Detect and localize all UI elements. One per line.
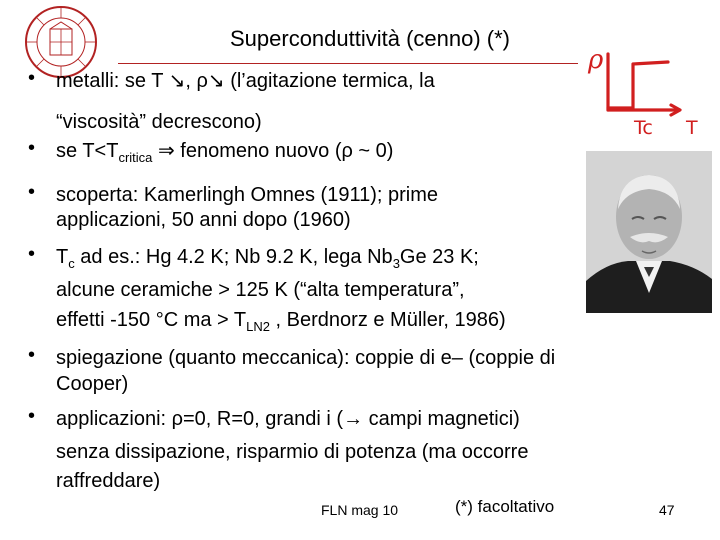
- page-number: 47: [659, 502, 675, 518]
- bullet-marker: •: [28, 181, 36, 203]
- bullet-text: se $T<T_{critica}$ ⇒ fenomeno nuovo (ρ ~ 0): [56, 140, 394, 165]
- bullet-line: spiegazione (quanto meccanica): coppie di e– (coppie di: [56, 347, 556, 369]
- bullet-line: scoperta: Kamerlingh Omnes (1911); prime: [56, 184, 439, 206]
- bullet-line: raffreddare): [56, 470, 161, 492]
- footer-source: FLN mag 10: [321, 502, 399, 518]
- university-seal-logo: [24, 5, 98, 79]
- bullet-marker: •: [28, 405, 36, 427]
- scientist-portrait-photo: [586, 151, 712, 313]
- bullet-line: senza dissipazione, risparmio di potenza (ma occorre: [56, 441, 529, 463]
- bullet-text: effetti -150 °C ma > $T_{LN2}$ , Berdnorz e Müller, 1986): [56, 309, 506, 334]
- bullet-line: Cooper): [56, 373, 129, 395]
- title-divider: [118, 63, 578, 64]
- bullet-line: applicazioni, 50 anni dopo (1960): [56, 209, 351, 231]
- bullet-marker: •: [28, 137, 36, 159]
- graph-xlabel-tc: Tc: [634, 117, 653, 139]
- graph-ylabel: ρ: [588, 45, 604, 75]
- resistivity-sketch-graph: [578, 36, 716, 142]
- graph-xlabel-t: T: [686, 117, 698, 139]
- bullet-text: $T_c$ ad es.: Hg 4.2 K; Nb 9.2 K, lega $Nb_3Ge$ 23 K;: [56, 246, 479, 271]
- bullet-line: “viscosità” decrescono): [56, 111, 262, 133]
- bullet-line: applicazioni: ρ=0, R=0, grandi i (→ campi magnetici): [56, 408, 520, 430]
- bullet-marker: •: [28, 67, 36, 89]
- bullet-marker: •: [28, 243, 36, 265]
- footer-note: (*) facoltativo: [455, 497, 555, 516]
- bullet-line: metalli: se T ↘, ρ↘ (l’agitazione termica, la: [56, 70, 435, 92]
- bullet-marker: •: [28, 344, 36, 366]
- bullet-line: alcune ceramiche > 125 K (“alta temperatura”,: [56, 279, 465, 301]
- slide-title: Superconduttività (cenno) (*): [229, 26, 511, 51]
- graph-resistivity-curve: [608, 62, 668, 108]
